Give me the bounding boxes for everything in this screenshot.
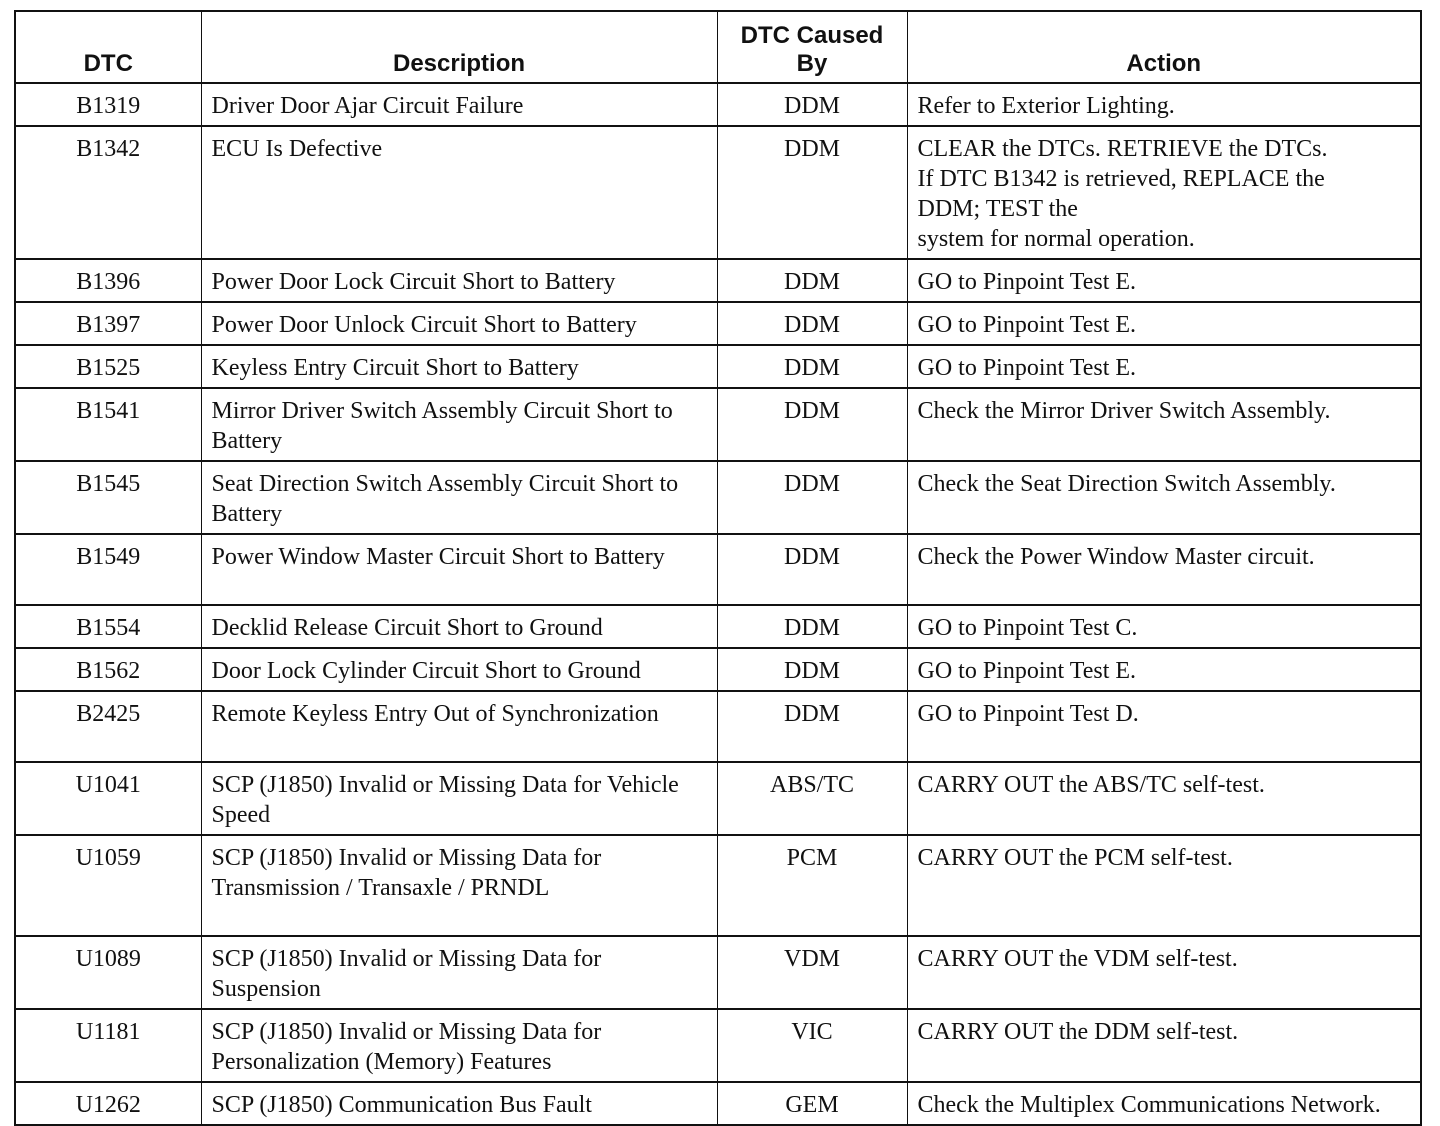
action-line: GO to Pinpoint Test D. bbox=[917, 701, 1139, 727]
action-cell bbox=[907, 388, 1421, 461]
description-cell: SCP (J1850) Invalid or Missing Data for Suspension bbox=[201, 936, 717, 1009]
action-line: DDM; TEST the bbox=[917, 196, 1078, 222]
action-line: GO to Pinpoint Test E. bbox=[917, 355, 1137, 381]
action-line: GO to Pinpoint Test E. bbox=[917, 658, 1137, 684]
caused-by-cell: DDM bbox=[717, 126, 907, 259]
action-line: GO to Pinpoint Test E. bbox=[917, 269, 1137, 295]
description-cell: Door Lock Cylinder Circuit Short to Ground bbox=[201, 648, 717, 691]
table-row bbox=[15, 345, 1421, 388]
description-cell: Driver Door Ajar Circuit Failure bbox=[201, 83, 717, 126]
table-row bbox=[15, 126, 1421, 259]
action-line: CARRY OUT the DDM self-test. bbox=[917, 1019, 1239, 1045]
action-line: If DTC B1342 is retrieved, REPLACE the bbox=[917, 166, 1325, 192]
action-line: Check the Power Window Master circuit. bbox=[917, 544, 1315, 570]
table-row bbox=[15, 83, 1421, 126]
action-cell bbox=[907, 83, 1421, 126]
caused-by-cell: DDM bbox=[717, 388, 907, 461]
action-cell bbox=[907, 534, 1421, 605]
caused-by-cell: VDM bbox=[717, 936, 907, 1009]
action-line: CLEAR the DTCs. RETRIEVE the DTCs. bbox=[917, 136, 1328, 162]
description-cell: Remote Keyless Entry Out of Synchronization bbox=[201, 691, 717, 762]
action-line: CARRY OUT the PCM self-test. bbox=[917, 845, 1233, 871]
caused-by-cell: DDM bbox=[717, 83, 907, 126]
caused-by-cell: GEM bbox=[717, 1082, 907, 1125]
action-line: CARRY OUT the VDM self-test. bbox=[917, 946, 1238, 972]
description-cell: SCP (J1850) Invalid or Missing Data for Personalization (Memory) Features bbox=[201, 1009, 717, 1082]
dtc-code-cell: B1562 bbox=[15, 648, 201, 691]
action-cell bbox=[907, 302, 1421, 345]
action-cell bbox=[907, 461, 1421, 534]
table-row bbox=[15, 835, 1421, 936]
dtc-code-cell: U1262 bbox=[15, 1082, 201, 1125]
action-cell bbox=[907, 1082, 1421, 1125]
dtc-code-cell: B1541 bbox=[15, 388, 201, 461]
description-cell: SCP (J1850) Invalid or Missing Data for Vehicle Speed bbox=[201, 762, 717, 835]
caused-by-cell: DDM bbox=[717, 461, 907, 534]
dtc-code-cell: B1319 bbox=[15, 83, 201, 126]
description-cell: Keyless Entry Circuit Short to Battery bbox=[201, 345, 717, 388]
table-row bbox=[15, 461, 1421, 534]
action-line: GO to Pinpoint Test C. bbox=[917, 615, 1138, 641]
table-row bbox=[15, 648, 1421, 691]
table-row bbox=[15, 534, 1421, 605]
description-cell: Decklid Release Circuit Short to Ground bbox=[201, 605, 717, 648]
header-description: Description bbox=[201, 11, 717, 83]
dtc-code-cell: B1525 bbox=[15, 345, 201, 388]
caused-by-cell: DDM bbox=[717, 302, 907, 345]
action-cell bbox=[907, 259, 1421, 302]
dtc-code-cell: U1059 bbox=[15, 835, 201, 936]
table-row bbox=[15, 762, 1421, 835]
table-body bbox=[15, 83, 1421, 1125]
action-cell bbox=[907, 648, 1421, 691]
dtc-document bbox=[14, 10, 1420, 1126]
description-cell: SCP (J1850) Communication Bus Fault bbox=[201, 1082, 717, 1125]
dtc-code-cell: U1181 bbox=[15, 1009, 201, 1082]
caused-by-cell: ABS/TC bbox=[717, 762, 907, 835]
action-cell bbox=[907, 1009, 1421, 1082]
dtc-code-cell: B1396 bbox=[15, 259, 201, 302]
action-cell bbox=[907, 762, 1421, 835]
action-line: Check the Seat Direction Switch Assembly. bbox=[917, 471, 1336, 497]
description-cell: Seat Direction Switch Assembly Circuit Short to Battery bbox=[201, 461, 717, 534]
caused-by-cell: PCM bbox=[717, 835, 907, 936]
description-cell: Power Door Unlock Circuit Short to Battery bbox=[201, 302, 717, 345]
header-caused-by: DTC Caused By bbox=[717, 11, 907, 83]
action-line: GO to Pinpoint Test E. bbox=[917, 312, 1137, 338]
header-action: Action bbox=[907, 11, 1421, 83]
description-cell: SCP (J1850) Invalid or Missing Data for Transmission / Transaxle / PRNDL bbox=[201, 835, 717, 936]
description-cell: Power Door Lock Circuit Short to Battery bbox=[201, 259, 717, 302]
caused-by-cell: DDM bbox=[717, 648, 907, 691]
action-line: CARRY OUT the ABS/TC self-test. bbox=[917, 772, 1265, 798]
dtc-code-cell: B1342 bbox=[15, 126, 201, 259]
dtc-code-cell: B1549 bbox=[15, 534, 201, 605]
action-cell bbox=[907, 936, 1421, 1009]
action-cell bbox=[907, 605, 1421, 648]
action-cell bbox=[907, 126, 1421, 259]
dtc-table bbox=[14, 10, 1422, 1126]
description-cell: Mirror Driver Switch Assembly Circuit Short to Battery bbox=[201, 388, 717, 461]
description-cell: Power Window Master Circuit Short to Battery bbox=[201, 534, 717, 605]
table-row bbox=[15, 936, 1421, 1009]
table-row bbox=[15, 259, 1421, 302]
caused-by-cell: DDM bbox=[717, 259, 907, 302]
caused-by-cell: DDM bbox=[717, 534, 907, 605]
action-cell bbox=[907, 345, 1421, 388]
action-line: Refer to Exterior Lighting. bbox=[917, 93, 1175, 119]
table-row bbox=[15, 388, 1421, 461]
table-row bbox=[15, 1082, 1421, 1125]
table-row bbox=[15, 1009, 1421, 1082]
action-line: system for normal operation. bbox=[917, 226, 1195, 252]
dtc-code-cell: B2425 bbox=[15, 691, 201, 762]
caused-by-cell: DDM bbox=[717, 345, 907, 388]
dtc-code-cell: U1041 bbox=[15, 762, 201, 835]
dtc-code-cell: B1397 bbox=[15, 302, 201, 345]
header-dtc: DTC bbox=[15, 11, 201, 83]
description-cell: ECU Is Defective bbox=[201, 126, 717, 259]
caused-by-cell: VIC bbox=[717, 1009, 907, 1082]
caused-by-cell: DDM bbox=[717, 691, 907, 762]
caused-by-cell: DDM bbox=[717, 605, 907, 648]
dtc-code-cell: B1554 bbox=[15, 605, 201, 648]
action-cell bbox=[907, 691, 1421, 762]
action-cell bbox=[907, 835, 1421, 936]
table-row bbox=[15, 691, 1421, 762]
action-line: Check the Mirror Driver Switch Assembly. bbox=[917, 398, 1331, 424]
action-line: Check the Multiplex Communications Network. bbox=[917, 1092, 1381, 1118]
dtc-code-cell: B1545 bbox=[15, 461, 201, 534]
header-row bbox=[15, 11, 1421, 83]
dtc-code-cell: U1089 bbox=[15, 936, 201, 1009]
table-row bbox=[15, 605, 1421, 648]
table-row bbox=[15, 302, 1421, 345]
